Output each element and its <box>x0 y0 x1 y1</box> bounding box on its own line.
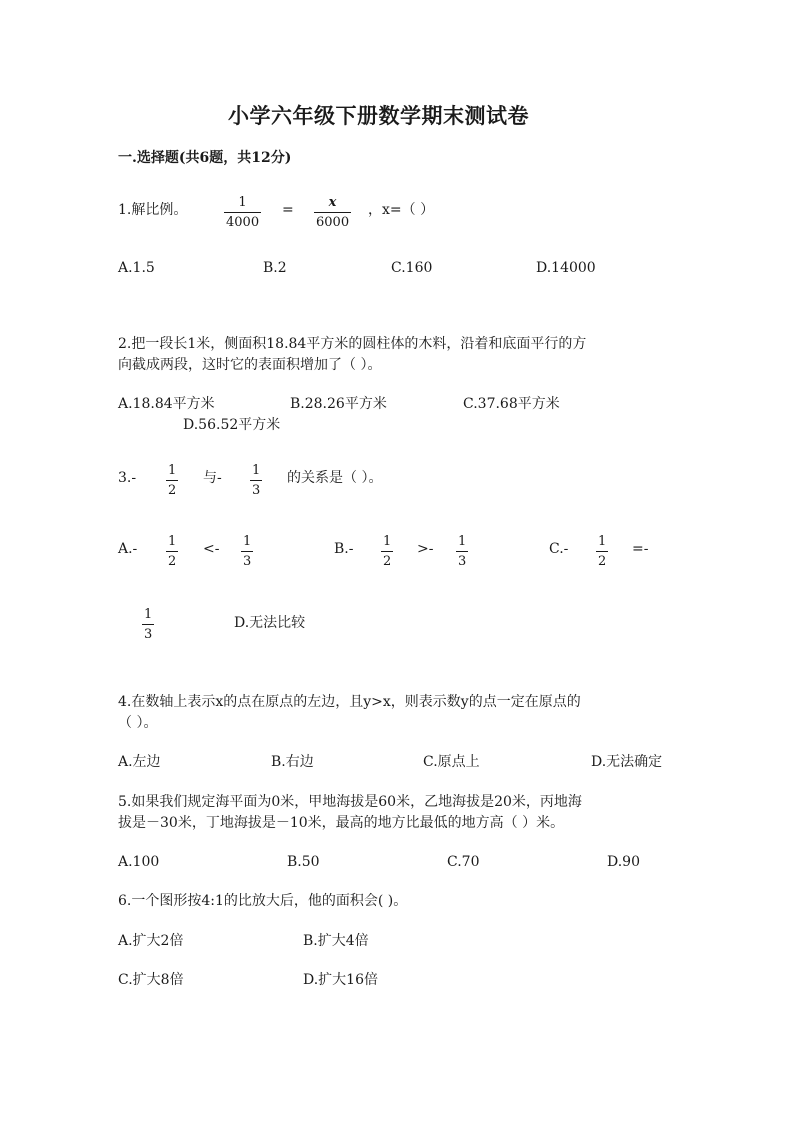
option-c: C.70 <box>447 854 480 870</box>
fraction-bar <box>166 551 178 552</box>
fraction <box>456 534 468 569</box>
option-d: D.无法比较 <box>234 615 306 631</box>
fraction-bar <box>456 551 468 552</box>
question-4-line-2: （ ）。 <box>118 715 158 731</box>
fraction-bar <box>250 480 262 481</box>
fraction <box>142 607 154 642</box>
option-c: C.37.68平方米 <box>463 396 560 412</box>
option-b-label: B.- <box>334 541 354 557</box>
option-a: A.18.84平方米 <box>118 396 215 412</box>
question-4-line-1: 4.在数轴上表示x的点在原点的左边，且y>x，则表示数y的点一定在原点的 <box>118 694 581 710</box>
numerator: 1 <box>238 195 247 210</box>
option-c: C.扩大8倍 <box>118 972 184 988</box>
option-a-operator: <- <box>203 541 220 557</box>
numerator: 1 <box>458 534 467 549</box>
question-5-line-1: 5.如果我们规定海平面为0米，甲地海拔是60米，乙地海拔是20米，丙地海 <box>118 794 582 810</box>
numerator: x <box>328 195 337 210</box>
denominator: 3 <box>458 554 467 569</box>
option-b: B.28.26平方米 <box>290 396 387 412</box>
numerator: 1 <box>168 463 177 478</box>
fraction-bar <box>381 551 393 552</box>
section-heading: 一.选择题(共6题，共12分) <box>118 150 292 166</box>
option-c: C.原点上 <box>423 754 480 770</box>
fraction-bar <box>596 551 608 552</box>
question-2-line-2: 向截成两段，这时它的表面积增加了（ ）。 <box>118 357 382 373</box>
equals-sign: = <box>282 202 294 218</box>
question-3-suffix: 的关系是（ ）。 <box>287 470 383 486</box>
numerator: 1 <box>168 534 177 549</box>
question-3-mid: 与- <box>203 470 222 486</box>
option-c: C.160 <box>391 260 433 276</box>
fraction-bar <box>166 480 178 481</box>
denominator: 4000 <box>226 215 260 230</box>
denominator: 2 <box>168 483 177 498</box>
option-b: B.扩大4倍 <box>303 933 369 949</box>
fraction <box>241 534 253 569</box>
fraction <box>250 463 262 498</box>
numerator: 1 <box>252 463 261 478</box>
fraction-bar <box>314 212 351 213</box>
option-b: B.右边 <box>271 754 314 770</box>
question-1-suffix: ，x=（ ） <box>368 202 435 218</box>
option-b: B.50 <box>287 854 320 870</box>
question-6-line-1: 6.一个图形按4:1的比放大后，他的面积会( )。 <box>118 893 408 909</box>
option-a: A.100 <box>118 854 160 870</box>
option-c-label: C.- <box>549 541 569 557</box>
fraction <box>166 463 178 498</box>
denominator: 3 <box>252 483 261 498</box>
denominator: 3 <box>243 554 252 569</box>
question-1-prefix: 1.解比例。 <box>118 202 188 218</box>
numerator: 1 <box>144 607 153 622</box>
option-a: A.扩大2倍 <box>118 933 184 949</box>
option-d: D.扩大16倍 <box>303 972 378 988</box>
fraction <box>314 195 351 230</box>
option-a-label: A.- <box>118 541 138 557</box>
fraction <box>381 534 393 569</box>
option-d: D.14000 <box>536 260 596 276</box>
numerator: 1 <box>598 534 607 549</box>
denominator: 2 <box>598 554 607 569</box>
denominator: 2 <box>168 554 177 569</box>
option-c-operator: =- <box>632 541 649 557</box>
fraction-bar <box>142 624 154 625</box>
denominator: 3 <box>144 627 153 642</box>
question-5-line-2: 拔是－30米，丁地海拔是－10米，最高的地方比最低的地方高（ ）米。 <box>118 815 565 831</box>
denominator: 6000 <box>316 215 350 230</box>
option-a: A.左边 <box>118 754 161 770</box>
fraction <box>166 534 178 569</box>
fraction <box>596 534 608 569</box>
fraction-bar <box>241 551 253 552</box>
page-title: 小学六年级下册数学期末测试卷 <box>228 103 529 128</box>
question-3-prefix: 3.- <box>118 470 137 486</box>
denominator: 2 <box>383 554 392 569</box>
option-b-operator: >- <box>417 541 434 557</box>
fraction <box>224 195 261 230</box>
numerator: 1 <box>383 534 392 549</box>
question-2-line-1: 2.把一段长1米，侧面积18.84平方米的圆柱体的木料，沿着和底面平行的方 <box>118 336 587 352</box>
option-d: D.无法确定 <box>591 754 663 770</box>
option-b: B.2 <box>263 260 287 276</box>
numerator: 1 <box>243 534 252 549</box>
option-a: A.1.5 <box>118 260 155 276</box>
option-d: D.56.52平方米 <box>183 417 281 433</box>
option-d: D.90 <box>607 854 640 870</box>
fraction-bar <box>224 212 261 213</box>
